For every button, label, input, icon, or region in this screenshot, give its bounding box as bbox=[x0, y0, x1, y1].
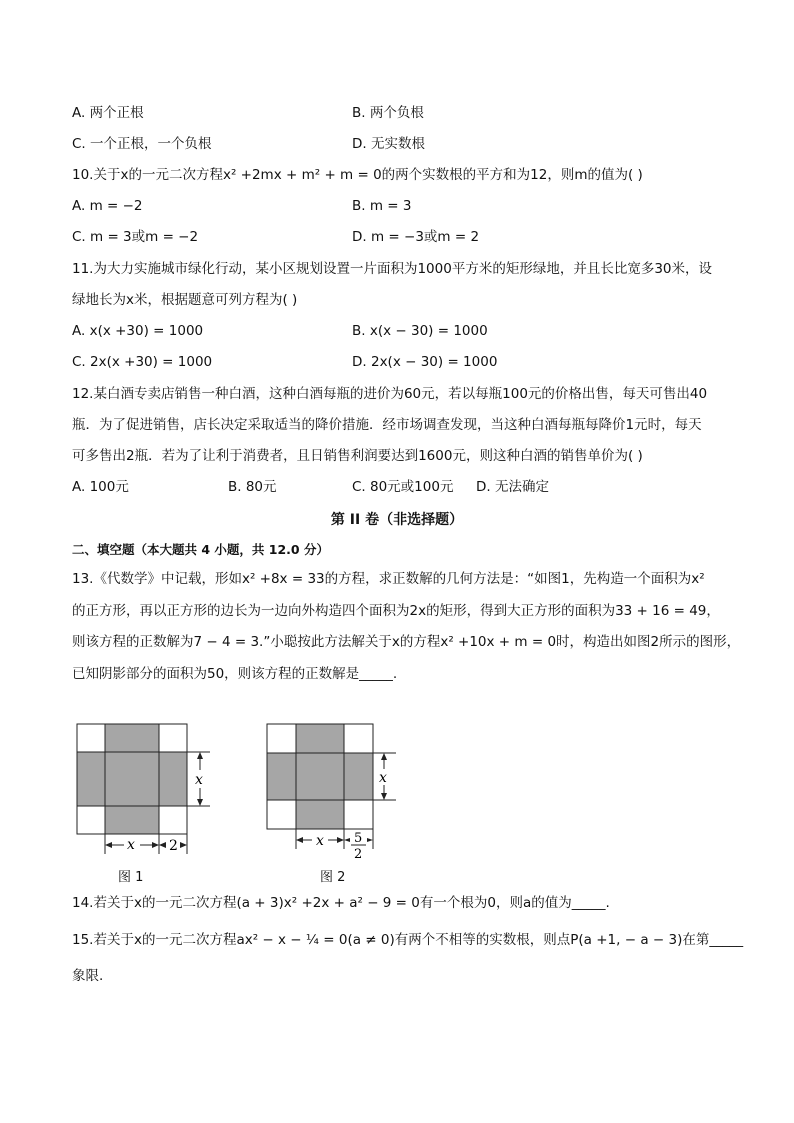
fig1-caption: 图 1 bbox=[118, 870, 144, 885]
q10-option-d: D. m = −3或m = 2 bbox=[352, 229, 480, 245]
figure-1 bbox=[70, 718, 220, 858]
fig2-caption: 图 2 bbox=[320, 870, 346, 885]
fig1-label-x-right: x bbox=[195, 772, 203, 788]
q9-option-c: C. 一个正根，一个负根 bbox=[72, 136, 212, 152]
q12-option-c: C. 80元或100元 bbox=[352, 479, 454, 495]
q14-stem: 14.若关于x的一元二次方程(a + 3)x² +2x + a² − 9 = 0有一个根为0，则a的值为_____. bbox=[72, 895, 610, 911]
fig1-label-x-bottom: x bbox=[127, 837, 135, 853]
part2-title: 第 II 卷（非选择题） bbox=[330, 512, 464, 528]
section2-title: 二、填空题（本大题共 4 小题，共 12.0 分） bbox=[72, 542, 329, 557]
q11-option-b: B. x(x − 30) = 1000 bbox=[352, 323, 488, 339]
q13-line4: 已知阴影部分的面积为50，则该方程的正数解是_____. bbox=[72, 666, 398, 682]
q11-stem-line2: 绿地长为x米，根据题意可列方程为( ) bbox=[72, 292, 298, 308]
q13-line3: 则该方程的正数解为7 − 4 = 3.”小聪按此方法解关于x的方程x² +10x + m = 0时，构造出如图2所示的图形， bbox=[72, 634, 741, 650]
q12-stem-line1: 12.某白酒专卖店销售一种白酒，这种白酒每瓶的进价为60元，若以每瓶100元的价格出售，每天可售出40 bbox=[72, 386, 708, 402]
q10-option-b: B. m = 3 bbox=[352, 198, 412, 214]
q15-line1: 15.若关于x的一元二次方程ax² − x − ¼ = 0(a ≠ 0)有两个不相等的实数根，则点P(a +1, − a − 3)在第_____ bbox=[72, 932, 744, 948]
q9-option-d: D. 无实数根 bbox=[352, 136, 425, 152]
q11-option-c: C. 2x(x +30) = 1000 bbox=[72, 354, 213, 370]
fig2-label-x-right: x bbox=[379, 770, 387, 786]
q12-option-b: B. 80元 bbox=[228, 479, 277, 495]
fig2-label-5: 5 bbox=[354, 831, 363, 846]
q10-stem: 10.关于x的一元二次方程x² +2mx + m² + m = 0的两个实数根的平方和为12，则m的值为( ) bbox=[72, 167, 643, 183]
q12-stem-line2: 瓶．为了促进销售，店长决定采取适当的降价措施．经市场调查发现，当这种白酒每瓶每降价1元时，每天 bbox=[72, 417, 702, 433]
q15-line2: 象限. bbox=[72, 968, 104, 984]
q13-line1: 13.《代数学》中记载，形如x² +8x = 33的方程，求正数解的几何方法是：“如图1，先构造一个面积为x² bbox=[72, 571, 705, 587]
q9-option-b: B. 两个负根 bbox=[352, 105, 424, 121]
q12-option-a: A. 100元 bbox=[72, 479, 129, 495]
figure-2 bbox=[262, 718, 412, 866]
q9-option-a: A. 两个正根 bbox=[72, 105, 144, 121]
q11-option-a: A. x(x +30) = 1000 bbox=[72, 323, 204, 339]
q13-line2: 的正方形，再以正方形的边长为一边向外构造四个面积为2x的矩形，得到大正方形的面积为33 + 16 = 49， bbox=[72, 603, 720, 619]
q11-stem-line1: 11.为大力实施城市绿化行动，某小区规划设置一片面积为1000平方米的矩形绿地，并且长比宽多30米，设 bbox=[72, 261, 713, 277]
q11-option-d: D. 2x(x − 30) = 1000 bbox=[352, 354, 498, 370]
q12-option-d: D. 无法确定 bbox=[476, 479, 549, 495]
fig2-label-x-bottom: x bbox=[316, 833, 324, 849]
q12-stem-line3: 可多售出2瓶．若为了让利于消费者，且日销售利润要达到1600元，则这种白酒的销售单价为( ) bbox=[72, 448, 643, 464]
fig1-label-2: 2 bbox=[169, 838, 178, 854]
q10-option-a: A. m = −2 bbox=[72, 198, 143, 214]
q10-option-c: C. m = 3或m = −2 bbox=[72, 229, 199, 245]
fig2-label-denominator: 2 bbox=[354, 847, 363, 862]
